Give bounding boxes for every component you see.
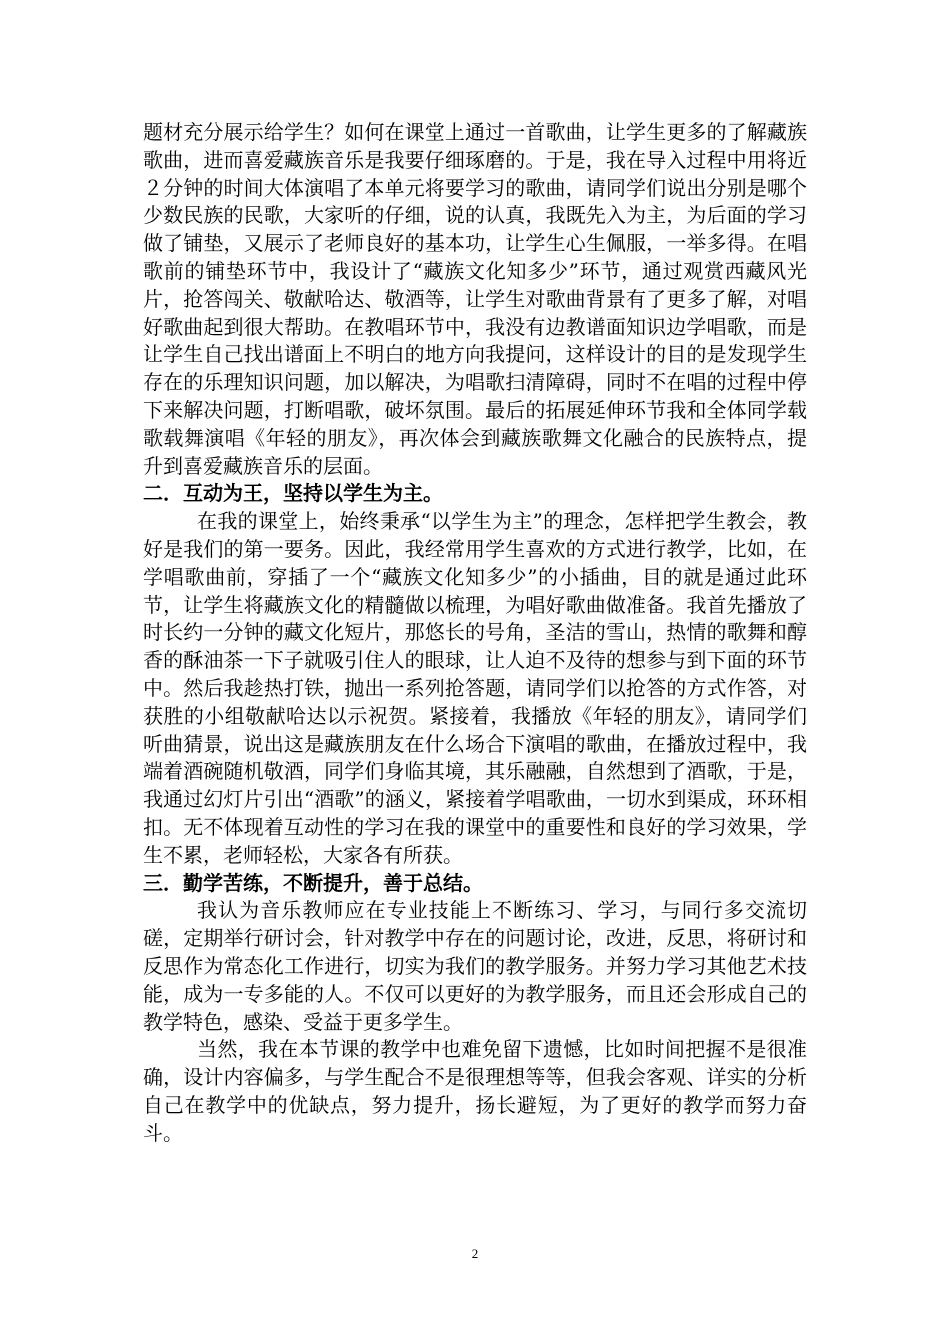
document-body <box>143 119 807 1147</box>
section-heading-3: 三．勤学苦练，不断提升，善于总结。 <box>143 870 483 895</box>
paragraph-3: 我认为音乐教师应在专业技能上不断练习、学习，与同行多交流切磋，定期举行研讨会，针对教学中存在的问题讨论，改进，反思，将研讨和反思作为常态化工作进行，切实为我们的教学服务。并努力学习其他艺术技能，成为一专多能的人。不仅可以更好的为教学服务，而且还会形成自己的教学特色，感染、受益于更多学生。 <box>143 898 807 1034</box>
paragraph-4: 当然，我在本节课的教学中也难免留下遗憾，比如时间把握不是很准确，设计内容偏多，与学生配合不是很理想等等，但我会客观、详实的分析自己在教学中的优缺点，努力提升，扬长避短，为了更好的教学而努力奋斗。 <box>143 1037 807 1145</box>
section-heading-2: 二．互动为王，坚持以学生为主。 <box>143 481 443 506</box>
page-number: 2 <box>471 1246 479 1261</box>
paragraph-1: 题材充分展示给学生？如何在课堂上通过一首歌曲，让学生更多的了解藏族歌曲，进而喜爱藏族音乐是我要仔细琢磨的。于是，我在导入过程中用将近２分钟的时间大体演唱了本单元将要学习的歌曲，请同学们说出分别是哪个少数民族的民歌，大家听的仔细，说的认真，我既先入为主，为后面的学习做了铺垫，又展示了老师良好的基本功，让学生心生佩服，一举多得。在唱歌前的铺垫环节中，我设计了“藏族文化知多少”环节，通过观赏西藏风光片，抢答闯关、敬献哈达、敬酒等，让学生对歌曲背景有了更多了解，对唱好歌曲起到很大帮助。在教唱环节中，我没有边教谱面知识边学唱歌，而是让学生自己找出谱面上不明白的地方向我提问，这样设计的目的是发现学生存在的乐理知识问题，加以解决，为唱歌扫清障碍，同时不在唱的过程中停下来解决问题，打断唱歌，破坏氛围。最后的拓展延伸环节我和全体同学载歌载舞演唱《年轻的朋友》，再次体会到藏族歌舞文化融合的民族特点，提升到喜爱藏族音乐的层面。 <box>143 120 807 478</box>
paragraph-2: 在我的课堂上，始终秉承“以学生为主”的理念，怎样把学生教会，教好是我们的第一要务。因此，我经常用学生喜欢的方式进行教学，比如，在学唱歌曲前，穿插了一个“藏族文化知多少”的小插曲，目的就是通过此环节，让学生将藏族文化的精髓做以梳理，为唱好歌曲做准备。我首先播放了时长约一分钟的藏文化短片，那悠长的号角，圣洁的雪山，热情的歌舞和醇香的酥油茶一下子就吸引住人的眼球，让人迫不及待的想参与到下面的环节中。然后我趁热打铁，抛出一系列抢答题，请同学们以抢答的方式作答，对获胜的小组敬献哈达以示祝贺。紧接着，我播放《年轻的朋友》，请同学们听曲猜景，说出这是藏族朋友在什么场合下演唱的歌曲，在播放过程中，我端着酒碗随机敬酒，同学们身临其境，其乐融融，自然想到了酒歌，于是，我通过幻灯片引出“酒歌”的涵义，紧接着学唱歌曲，一切水到渠成，环环相扣。无不体现着互动性的学习在我的课堂中的重要性和良好的学习效果，学生不累，老师轻松，大家各有所获。 <box>143 509 807 867</box>
